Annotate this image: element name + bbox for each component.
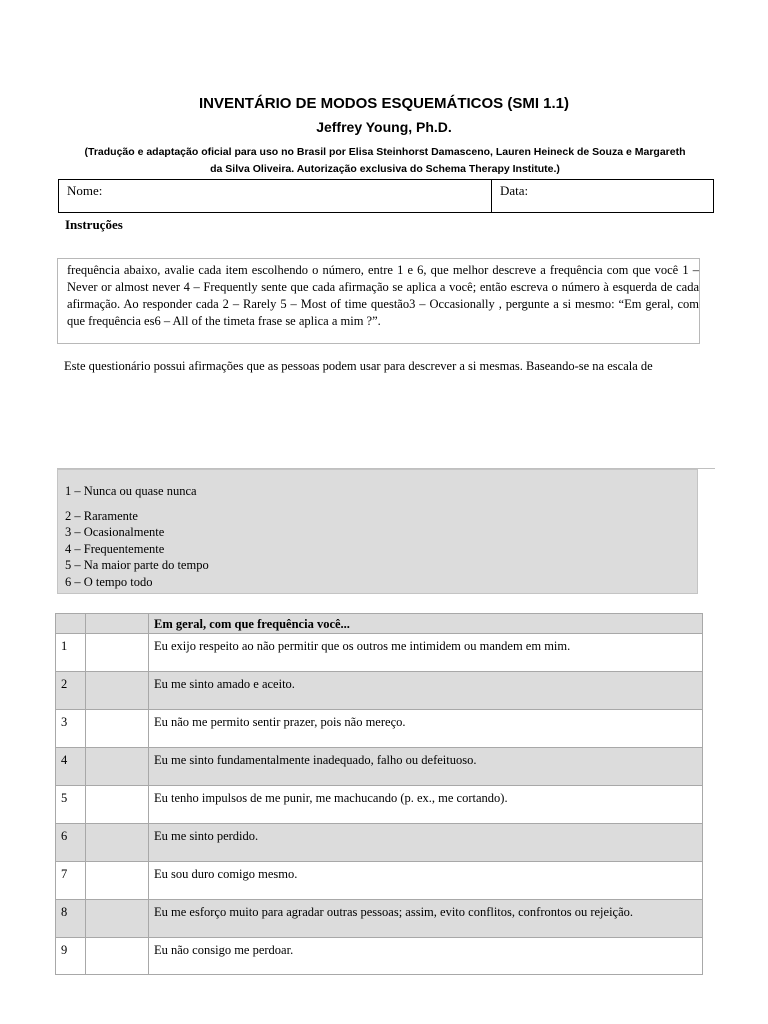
- table-row: [56, 786, 703, 824]
- table-header-row: [56, 614, 703, 634]
- table-row: [56, 862, 703, 900]
- row-statement: Eu me sinto fundamentalmente inadequado, falho ou defeituoso.: [149, 748, 703, 786]
- row-statement: Eu exijo respeito ao não permitir que os outros me intimidem ou mandem em mim.: [149, 634, 703, 672]
- name-date-box: [58, 179, 714, 213]
- row-number: 4: [56, 748, 86, 786]
- rating-scale: [57, 469, 698, 594]
- row-number: 6: [56, 824, 86, 862]
- row-number: 8: [56, 900, 86, 938]
- scale-item: 5 – Na maior parte do tempo: [65, 558, 209, 572]
- answer-cell[interactable]: [86, 634, 149, 672]
- scale-item: 4 – Frequentemente: [65, 541, 165, 556]
- row-statement: Eu me sinto perdido.: [149, 824, 703, 862]
- row-number: 3: [56, 710, 86, 748]
- name-field[interactable]: [59, 180, 492, 212]
- scale-item: 3 – Ocasionalmente: [65, 525, 165, 539]
- answer-cell[interactable]: [86, 786, 149, 824]
- credit-line-2: da Silva Oliveira. Autorização exclusiva do Schema Therapy Institute.): [210, 163, 560, 175]
- row-statement: Eu tenho impulsos de me punir, me machucando (p. ex., me cortando).: [149, 786, 703, 824]
- table-row: [56, 672, 703, 710]
- date-label: Data:: [500, 183, 529, 198]
- date-field[interactable]: [492, 180, 536, 212]
- row-statement: Eu sou duro comigo mesmo.: [149, 862, 703, 900]
- answer-cell[interactable]: [86, 862, 149, 900]
- table-row: [56, 748, 703, 786]
- credit-line-1: (Tradução e adaptação oficial para uso no Brasil por Elisa Steinhorst Damasceno, Lauren Heineck de Souza e Margareth: [84, 146, 686, 158]
- row-number: 7: [56, 862, 86, 900]
- answer-cell[interactable]: [86, 938, 149, 975]
- translation-credit: [40, 144, 730, 178]
- scale-item: 2 – Raramente: [65, 508, 138, 523]
- table-row: [56, 634, 703, 672]
- row-statement: Eu não consigo me perdoar.: [149, 938, 703, 975]
- name-label: Nome:: [67, 183, 103, 198]
- row-statement: Eu me esforço muito para agradar outras pessoas; assim, evito conflitos, confrontos ou rejeição.: [149, 900, 703, 938]
- instructions-heading: Instruções: [65, 217, 123, 232]
- questionnaire-table: [55, 613, 703, 975]
- row-statement: Eu me sinto amado e aceito.: [149, 672, 703, 710]
- scale-item: 1 – Nunca ou quase nunca: [65, 484, 197, 498]
- answer-cell[interactable]: [86, 672, 149, 710]
- header-cell-answer: [86, 614, 149, 634]
- table-header: Em geral, com que frequência você...: [149, 614, 703, 634]
- answer-cell[interactable]: [86, 900, 149, 938]
- table-row: [56, 938, 703, 975]
- row-number: 1: [56, 634, 86, 672]
- intro-paragraph: Este questionário possui afirmações que as pessoas podem usar para descrever a si mesmas. Baseando-se na escala de: [64, 359, 653, 373]
- answer-cell[interactable]: [86, 824, 149, 862]
- answer-cell[interactable]: [86, 748, 149, 786]
- row-statement: Eu não me permito sentir prazer, pois não mereço.: [149, 710, 703, 748]
- header-cell-number: [56, 614, 86, 634]
- answer-cell[interactable]: [86, 710, 149, 748]
- row-number: 2: [56, 672, 86, 710]
- row-number: 5: [56, 786, 86, 824]
- page-title: INVENTÁRIO DE MODOS ESQUEMÁTICOS (SMI 1.1): [198, 95, 570, 112]
- instructions-text: frequência abaixo, avalie cada item escolhendo o número, entre 1 e 6, que melhor descreve a frequência com que você 1 – Never or almost never 4 – Frequently sente que cada afirmação se aplica a você; então escreva o número à esquerda de cada afirmação. Ao responder cada 2 – Rarely 5 – Most of time questão3 – Occasionally , pergunte a si mesmo: “Em geral, com que frequência es6 – All of the timeta frase se aplica a mim ?”.: [57, 258, 700, 344]
- author-line: Jeffrey Young, Ph.D.: [316, 119, 452, 135]
- table-row: [56, 900, 703, 938]
- table-row: [56, 710, 703, 748]
- row-number: 9: [56, 938, 86, 975]
- table-row: [56, 824, 703, 862]
- scale-item: 6 – O tempo todo: [65, 574, 153, 589]
